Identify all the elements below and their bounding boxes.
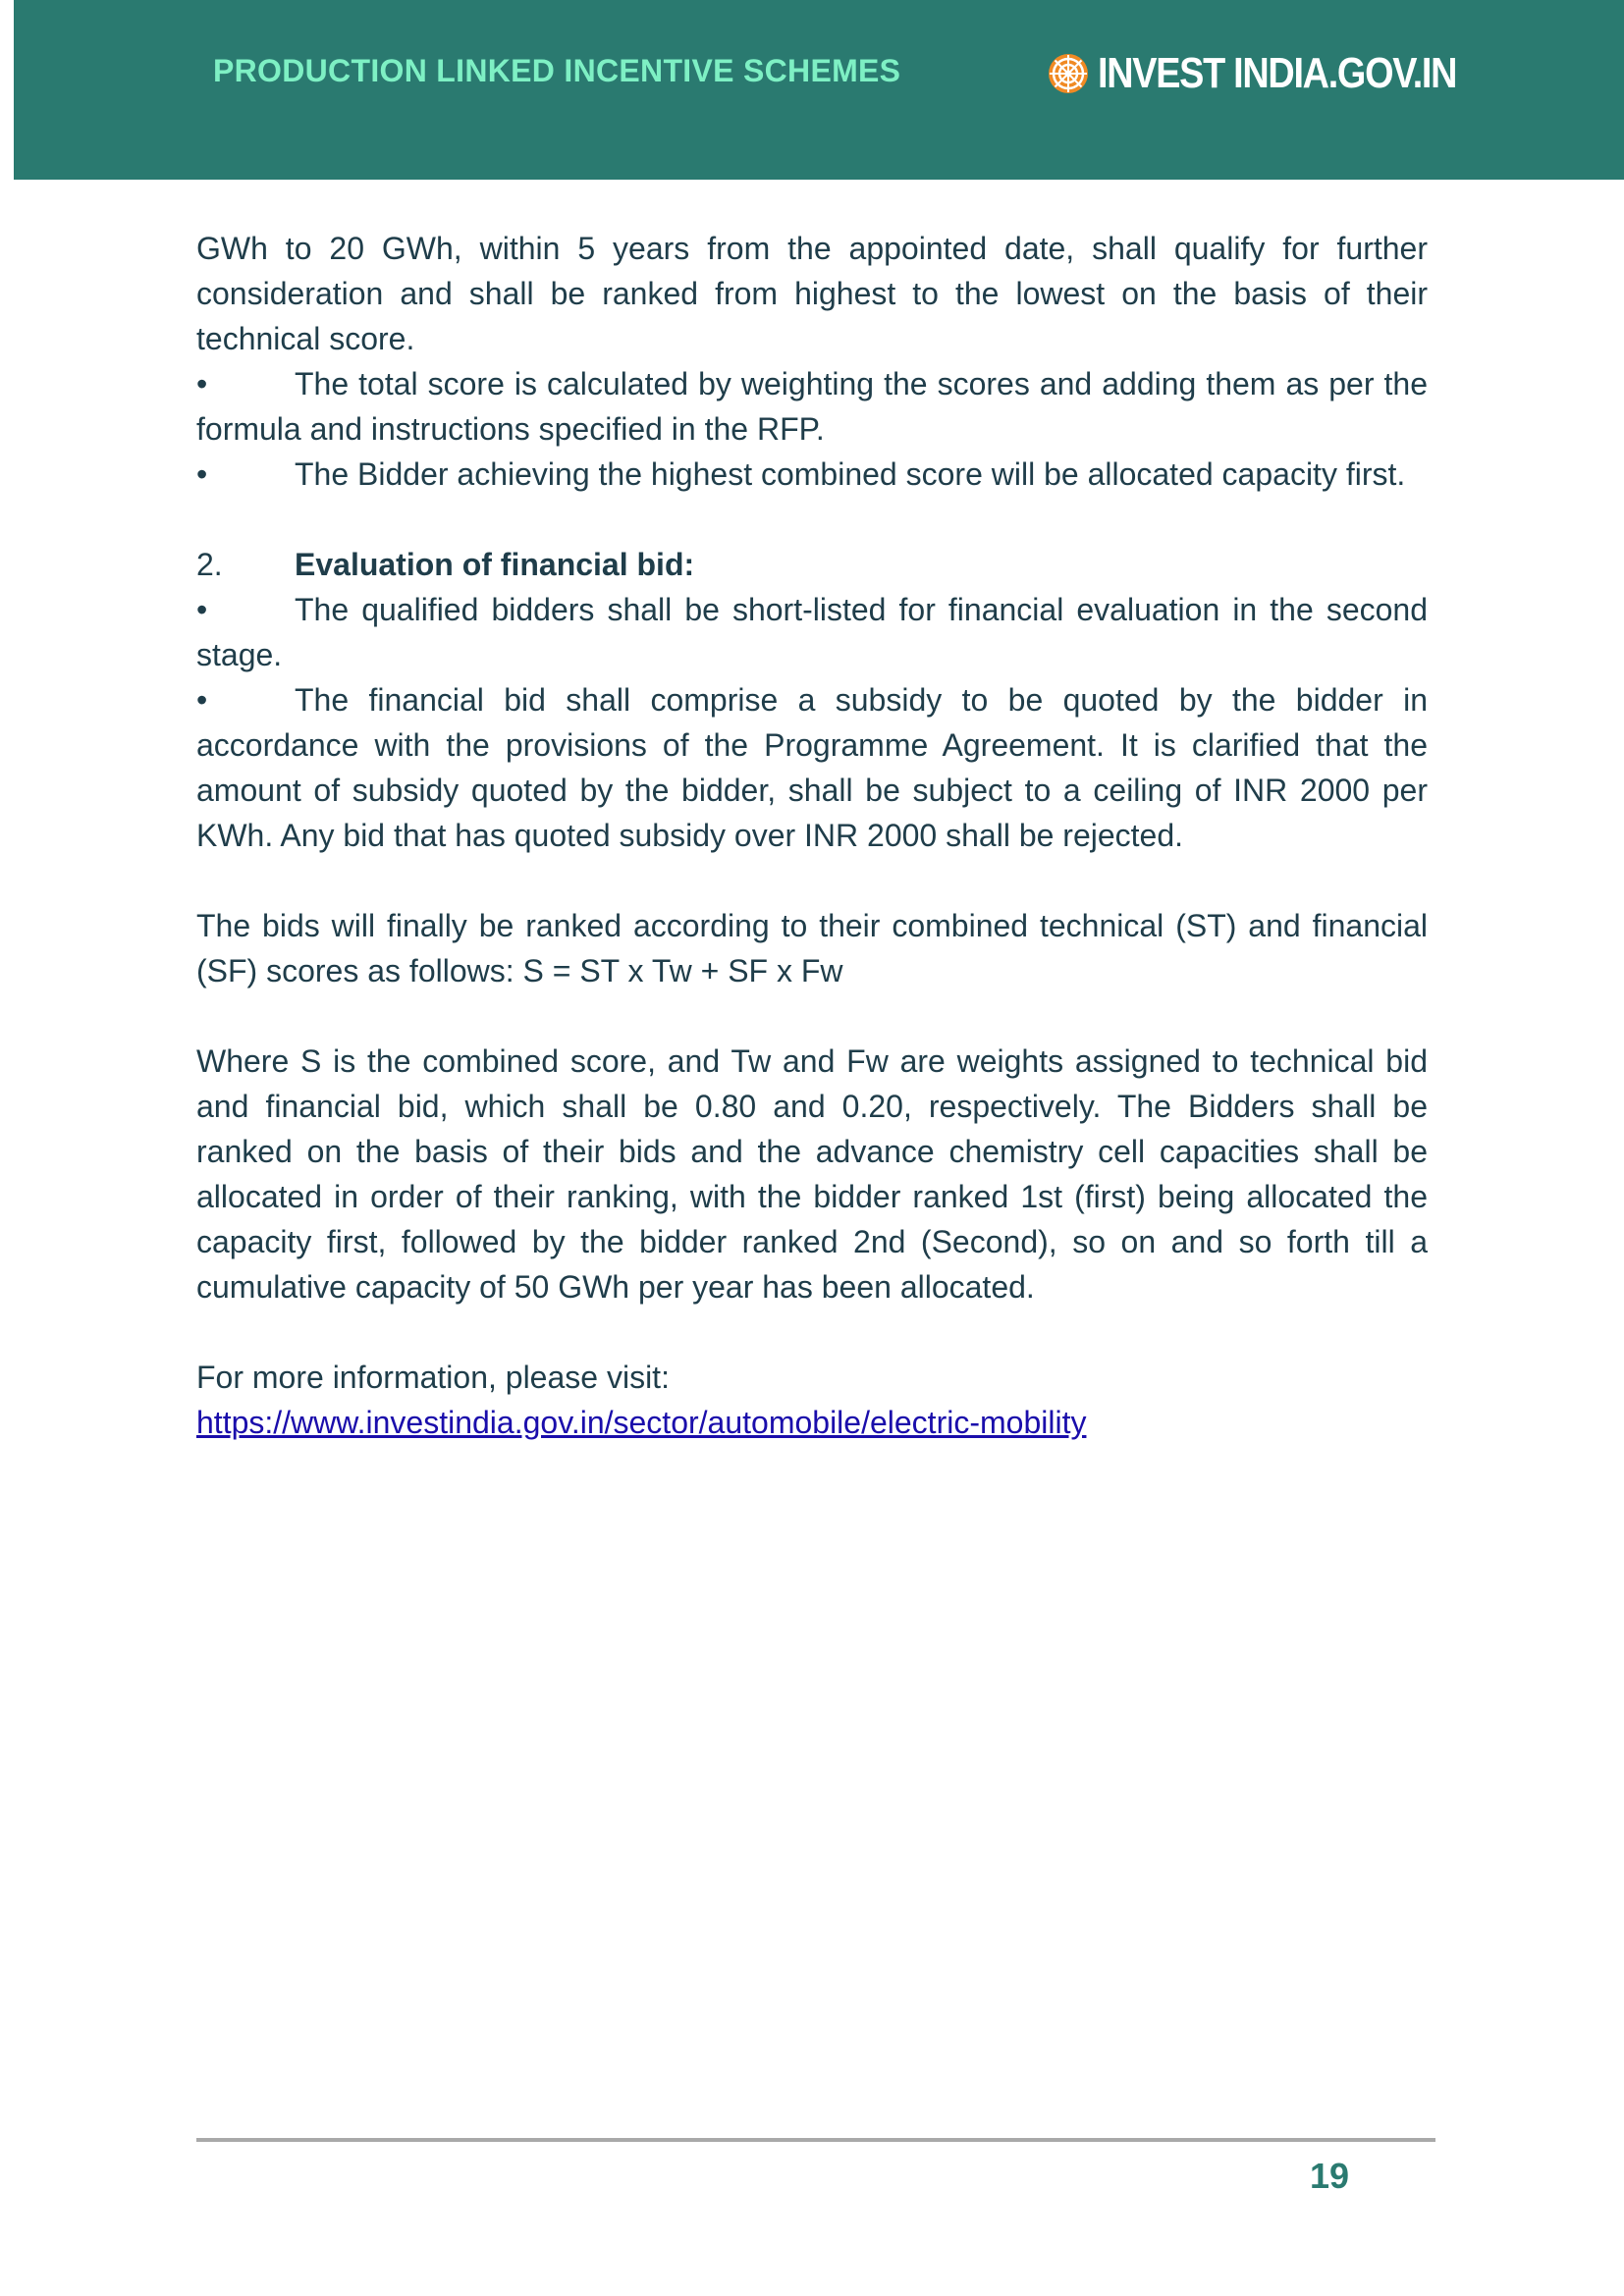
section-number: 2. <box>196 547 223 582</box>
brand-name: INVEST INDIA.GOV.IN <box>1098 49 1457 97</box>
page-number: 19 <box>1310 2156 1350 2196</box>
bullet-shortlisted <box>196 587 1428 677</box>
paragraph-weights: Where S is the combined score, and Tw and Fw are weights assigned to technical bid and financial bid, which shall be 0.80 and 0.20, respectively. The Bidders shall be ranked on the basis of their bids and the advance chemistry cell capacities shall be allocated in order of their ranking, with the bidder ranked 1st (first) being allocated the capacity first, followed by the bidder ranked 2nd (Second), so on and so forth till a cumulative capacity of 50 GWh per year has been allocated. <box>196 1043 1428 1305</box>
bullet-text: The qualified bidders shall be short-listed for financial evaluation in the second stage. <box>196 592 1428 672</box>
more-info-link[interactable]: https://www.investindia.gov.in/sector/automobile/electric-mobility <box>196 1405 1087 1440</box>
brand[interactable] <box>1047 49 1515 98</box>
header-title: PRODUCTION LINKED INCENTIVE SCHEMES <box>213 53 901 88</box>
bullet-total-score <box>196 361 1428 452</box>
bullet-highest-score <box>196 452 1428 497</box>
header-band <box>14 0 1624 180</box>
paragraph-continuation: GWh to 20 GWh, within 5 years from the appointed date, shall qualify for further consideration and shall be ranked from highest to the lowest on the basis of their technical score. <box>196 231 1428 356</box>
bullet-mark: • <box>196 592 208 627</box>
bullet-text: The total score is calculated by weighting the scores and adding them as per the formula and instructions specified in the RFP. <box>196 366 1428 447</box>
footer-divider <box>196 2138 1435 2142</box>
page-content <box>196 226 1428 1445</box>
bullet-mark: • <box>196 366 208 401</box>
bullet-text: The financial bid shall comprise a subsidy to be quoted by the bidder in accordance with the provisions of the Programme Agreement. It is clarified that the amount of subsidy quoted by the bidder, shall be subject to a ceiling of INR 2000 per KWh. Any bid that has quoted subsidy over INR 2000 shall be rejected. <box>196 682 1428 853</box>
section-2-heading <box>196 542 1428 587</box>
more-info-text: For more information, please visit: <box>196 1360 670 1395</box>
bullet-financial-bid <box>196 677 1428 858</box>
paragraph-ranking-formula: The bids will finally be ranked according to their combined technical (ST) and financial (SF) scores as follows: S = ST x Tw + SF x Fw <box>196 908 1428 988</box>
bullet-text: The Bidder achieving the highest combined score will be allocated capacity first. <box>295 456 1406 492</box>
section-heading-text: Evaluation of financial bid: <box>295 547 695 582</box>
invest-india-logo-icon <box>1047 52 1090 95</box>
bullet-mark: • <box>196 682 208 718</box>
bullet-mark: • <box>196 456 208 492</box>
